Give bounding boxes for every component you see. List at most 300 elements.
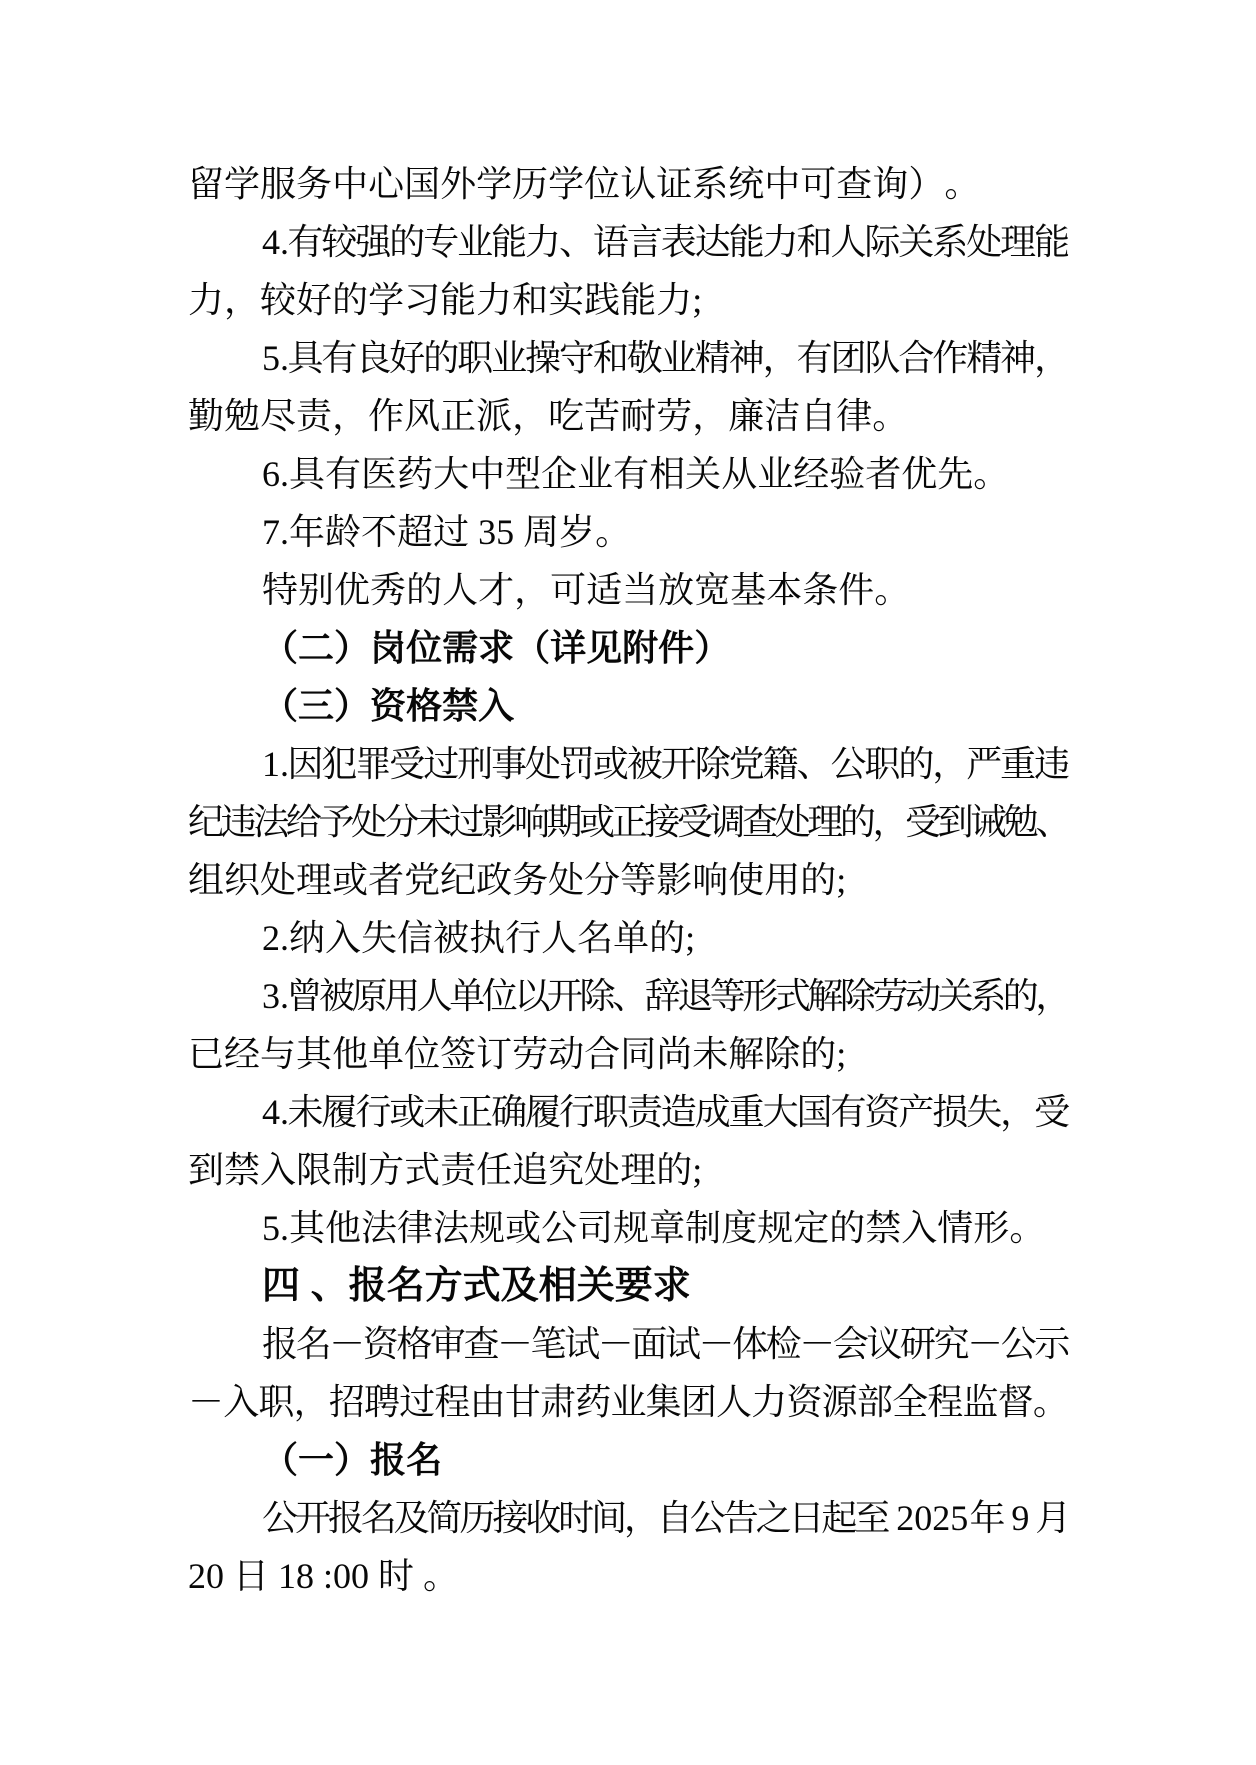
text-run: 过 [448,802,485,842]
text-run: 关 [937,976,974,1016]
text-run: 法 [361,1208,398,1248]
text-run: 单 [368,1034,405,1074]
text-run: 开 [660,744,697,784]
text-run: 有 [325,454,362,494]
text-run: 的 [389,222,426,262]
text-run: 留 [188,164,225,204]
text-run: 退 [677,976,714,1016]
text-run: ， [1000,1092,1037,1132]
text-run: 程 [927,1382,964,1422]
text-run: 团 [830,338,867,378]
text-run: 人 [716,1382,753,1422]
text-run: 开 [294,1498,331,1538]
text-run: 禁 [224,1150,261,1190]
text-run: 服 [260,164,297,204]
text-run: ， [512,396,549,436]
text-run: 业 [610,1382,647,1422]
text-run: 求 [478,628,515,668]
text-run: 禁 [865,1208,902,1248]
text-run: 。 [944,164,981,204]
text-run: 公 [262,1498,299,1538]
text-run: 良 [355,338,392,378]
text-run: 较 [321,222,358,262]
text-run: 检 [765,1324,802,1364]
text-run: 责 [440,1150,477,1190]
text-run: 格 [396,1324,433,1364]
text-run: 位 [481,976,518,1016]
text-run: 入 [325,918,362,958]
text-run: 和 [512,280,549,320]
text-run: 业 [577,454,614,494]
text-run: 纪 [440,860,477,900]
text-run: 其 [296,1034,333,1074]
text-run: 名 [295,1324,332,1364]
text-run: 形 [973,1208,1010,1248]
text-run: 受 [676,802,713,842]
text-run: 或 [505,1208,542,1248]
text-run: 。 [973,454,1010,494]
text-run: 时 [558,1498,595,1538]
text-run: 4. [262,1092,289,1132]
text-run: 精 [966,338,1003,378]
text-run: 医 [361,454,398,494]
text-run: 签 [440,1034,477,1074]
paragraph-line [188,735,1071,793]
text-run: 肃 [540,1382,577,1422]
paragraph-line [188,1199,1068,1257]
text-run: 耐 [620,396,657,436]
text-run: 、 [796,744,833,784]
text-run: 派 [476,396,513,436]
text-run: 究 [548,1150,585,1190]
text-run: 公 [689,1498,726,1538]
text-run: 集 [645,1382,682,1422]
text-run: 公 [541,1208,578,1248]
text-run: 企 [541,454,578,494]
text-run: ） [908,164,945,204]
text-run: 四 [262,1265,301,1307]
text-run: 劳 [656,396,693,436]
text-run: 系 [932,222,969,262]
text-run: 未 [416,802,453,842]
text-run: 敬 [626,338,663,378]
text-run: 。 [1009,1208,1046,1248]
text-run: 有 [613,454,650,494]
text-run: 收 [525,1498,562,1538]
text-run: 辞 [644,976,681,1016]
text-run: 职 [592,1092,629,1132]
text-run: 岁 [559,512,596,552]
text-run: ， [762,338,799,378]
text-run: 守 [558,338,595,378]
text-run: 被 [318,976,355,1016]
text-run: 到 [188,1150,225,1190]
text-run: － [188,1382,225,1422]
paragraph-line [188,1373,1068,1431]
text-run: 影 [481,802,518,842]
text-run: 议 [866,1324,903,1364]
text-run: 除 [764,1034,801,1074]
text-run: 受 [389,744,426,784]
text-run: 要 [614,1265,653,1307]
text-run: 精 [694,338,731,378]
text-run: 周 [523,512,560,552]
text-run: 招 [328,1382,365,1422]
text-run: 源 [821,1382,858,1422]
text-run: 除 [694,744,731,784]
text-run: 宽 [694,570,731,610]
text-run: 过 [433,512,470,552]
text-run: 被 [626,744,663,784]
text-run: 职 [258,1382,295,1422]
text-run: 龄 [325,512,362,552]
text-run: 业 [660,338,697,378]
text-run: 入 [478,686,515,726]
text-run [414,1547,423,1605]
text-run: 名 [406,1440,443,1480]
text-run: － [698,1324,735,1364]
text-run: 先 [937,454,974,494]
text-run: 制 [685,1208,722,1248]
text-run: 优 [901,454,938,494]
text-run: 等 [620,860,657,900]
text-run: 大 [433,454,470,494]
text-run: 一 [298,1440,335,1480]
text-run: － [329,1324,366,1364]
text-run: 件 [838,570,875,610]
text-run: 督 [997,1382,1034,1422]
text-run: 力 [476,280,513,320]
text-run: 经 [224,1034,261,1074]
text-run: 籍 [762,744,799,784]
text-run: － [967,1324,1004,1364]
text-run: 外 [440,164,477,204]
text-run: 学 [476,164,513,204]
text-run: 。 [423,1556,460,1596]
text-run: 甘 [504,1382,541,1422]
paragraph-line [188,1547,1068,1605]
text-run: 理 [807,802,844,842]
text-run: 正 [440,396,477,436]
text-run: 本 [766,570,803,610]
text-run: 或 [579,802,616,842]
text-run: 间 [591,1498,628,1538]
text-run: 他 [332,1034,369,1074]
text-run: － [597,1324,634,1364]
text-run: 系 [970,976,1007,1016]
text-run: 历 [459,1498,496,1538]
text-run: 当 [622,570,659,610]
paragraph-line [188,445,1068,503]
text-run: 诫 [970,802,1007,842]
paragraph-line [188,851,1068,909]
text-run: 任 [476,1150,513,1190]
text-run: （ [262,686,299,726]
text-run: 监 [962,1382,999,1422]
paragraph-line [188,329,1071,387]
text-run: 基 [730,570,767,610]
text-run: 件 [658,628,695,668]
text-run: 由 [469,1382,506,1422]
text-run: 处 [966,222,1003,262]
text-run: 法 [253,802,290,842]
text-run: 单 [449,976,486,1016]
text-run: 的 [839,802,876,842]
text-run: 勉 [1002,802,1039,842]
text-run: 际 [864,222,901,262]
text-run: 专 [423,222,460,262]
text-run: 优 [334,570,371,610]
text-run: 。 [872,396,909,436]
text-run: 式 [462,1265,501,1307]
text-run: 分 [584,860,621,900]
text-run: 未 [692,1034,729,1074]
text-run: 能 [440,280,477,320]
text-run: 或 [592,744,629,784]
text-run: 予 [318,802,355,842]
text-run: 能 [491,222,528,262]
text-run: 者 [368,860,405,900]
text-run: 已 [188,1034,225,1074]
text-run: 中 [332,164,369,204]
text-run: 罚 [558,744,595,784]
text-run: － [799,1324,836,1364]
paragraph-line [188,793,1072,851]
text-run: 以 [514,976,551,1016]
text-run: 公 [830,744,867,784]
text-run: 达 [694,222,731,262]
section-heading [188,1257,1068,1315]
text-run: 处 [260,860,297,900]
text-run: 造 [660,1092,697,1132]
text-run: 入 [260,1150,297,1190]
text-run: 苦 [584,396,621,436]
text-run: 司 [577,1208,614,1248]
text-run: 的 [406,570,443,610]
text-run: 处 [584,1150,621,1190]
text-run: 党 [404,860,441,900]
text-run: 响 [692,860,729,900]
text-run: 追 [512,1150,549,1190]
text-run: 队 [864,338,901,378]
text-run: 全 [892,1382,929,1422]
text-run: 劳 [872,976,909,1016]
paragraph-line [188,271,1068,329]
text-run: 和 [796,222,833,262]
text-run: 劳 [512,1034,549,1074]
text-run: 较 [260,280,297,320]
text-run: 给 [285,802,322,842]
text-run: 三 [298,686,335,726]
text-run: 认 [620,164,657,204]
text-run: 审 [429,1324,466,1364]
text-run: 关 [898,222,935,262]
text-run: 过 [399,1382,436,1422]
text-run: 年 [289,512,326,552]
text-run: 人 [442,570,479,610]
text-run: 岗 [370,628,407,668]
text-run: 开 [546,976,583,1016]
text-run: 勉 [224,396,261,436]
text-run: 别 [298,570,335,610]
text-run: 的 [898,744,935,784]
text-run: 入 [223,1382,260,1422]
text-run: ） [334,686,371,726]
text-run: 报 [348,1265,387,1307]
text-run: 合 [584,1034,621,1074]
text-run: 处 [525,744,562,784]
text-run: 条 [802,570,839,610]
text-run: 特 [262,570,299,610]
text-run: 研 [899,1324,936,1364]
text-run: 聘 [364,1382,401,1422]
text-run: 式 [774,976,811,1016]
text-run: 处 [350,802,387,842]
text-run: 大 [762,1092,799,1132]
text-run: 响 [513,802,550,842]
text-run: 相 [649,454,686,494]
text-run: 能 [1034,222,1071,262]
text-run: 织 [224,860,261,900]
text-run: 规 [613,1208,650,1248]
text-run: 执 [469,918,506,958]
text-run: 洁 [764,396,801,436]
text-run: 需 [442,628,479,668]
text-run: 职 [457,338,494,378]
text-run: 年 [969,1498,1006,1538]
text-run: 等 [709,976,746,1016]
text-run: 曾 [286,976,323,1016]
text-run: 入 [901,1208,938,1248]
text-run: 的 [1002,976,1039,1016]
text-run: ; [836,1034,847,1074]
text-run: 刑 [457,744,494,784]
text-run: 用 [764,860,801,900]
text-run: 力 [525,222,562,262]
paragraph-line [188,1141,1068,1199]
text-run: 中 [469,454,506,494]
text-run: 有 [830,1092,867,1132]
text-run: ; [836,860,847,900]
text-run: ， [514,570,551,610]
text-run: 确 [491,1092,528,1132]
text-run: 行 [558,1092,595,1132]
text-run: 起 [821,1498,858,1538]
text-run: 其 [289,1208,326,1248]
text-run: 处 [548,860,585,900]
text-run: 学 [368,280,405,320]
text-run: 资 [786,1382,823,1422]
text-run: 调 [709,802,746,842]
text-run: 解 [807,976,844,1016]
text-run: 风 [404,396,441,436]
text-run: （ [262,1440,299,1480]
text-run: 正 [611,802,648,842]
text-run: 度 [721,1208,758,1248]
text-run: ） [694,628,731,668]
text-run: 能 [620,280,657,320]
text-run: 神 [728,338,765,378]
text-run: 证 [656,164,693,204]
text-run: 重 [728,1092,765,1132]
text-run: 同 [620,1034,657,1074]
text-run: 业 [757,454,794,494]
text-run: 6. [262,454,289,494]
text-run: 正 [457,1092,494,1132]
text-run: 责 [626,1092,663,1132]
text-run: 资 [370,686,407,726]
text-run: 的 [332,280,369,320]
text-run: 之 [755,1498,792,1538]
text-run: 受 [905,802,942,842]
text-run: 履 [525,1092,562,1132]
text-run: 35 [469,512,524,552]
text-run: 名 [386,1265,425,1307]
text-run: 具 [287,338,324,378]
text-run: ， [1034,338,1071,378]
text-run: 过 [423,744,460,784]
text-run: 从 [721,454,758,494]
text-run: 药 [575,1382,612,1422]
text-run: 或 [332,860,369,900]
text-run: 国 [796,1092,833,1132]
text-run: 实 [548,280,585,320]
text-run: 相 [538,1265,577,1307]
text-run: 的 [656,1150,693,1190]
text-run: 言 [626,222,663,262]
text-run: 表 [660,222,697,262]
text-run: 详 [550,628,587,668]
text-run: 具 [289,454,326,494]
text-run: 求 [652,1265,691,1307]
text-run: 2. [262,918,289,958]
text-run: 示 [1034,1324,1071,1364]
text-run: 程 [434,1382,471,1422]
text-run: 型 [505,454,542,494]
text-run: 接 [644,802,681,842]
text-run: 犯 [321,744,358,784]
text-run: 面 [631,1324,668,1364]
text-run: 理 [1000,222,1037,262]
text-run: 超 [397,512,434,552]
text-run: 好 [296,280,333,320]
text-run: 的 [829,1208,866,1248]
text-run: 纪 [188,802,225,842]
text-run: 用 [384,976,421,1016]
text-run: 统 [728,164,765,204]
paragraph-line [188,909,1068,967]
text-run: 到 [937,802,974,842]
text-run: 神 [1000,338,1037,378]
text-run: 18 :00 [269,1556,379,1596]
text-run: ; [692,1150,703,1190]
text-run: 告 [722,1498,759,1538]
text-run: 合 [898,338,935,378]
text-run: ， [932,744,969,784]
text-run: 2025 [887,1498,978,1538]
text-run: 政 [476,860,513,900]
text-run: 务 [512,860,549,900]
text-run: 章 [649,1208,686,1248]
paragraph-line [188,213,1071,271]
text-run: 形 [742,976,779,1016]
text-run: 有 [321,338,358,378]
text-run: 经 [793,454,830,494]
text-run: 成 [694,1092,731,1132]
text-run: ） [334,1440,371,1480]
paragraph-line [188,967,1072,1025]
text-run: 笔 [530,1324,567,1364]
